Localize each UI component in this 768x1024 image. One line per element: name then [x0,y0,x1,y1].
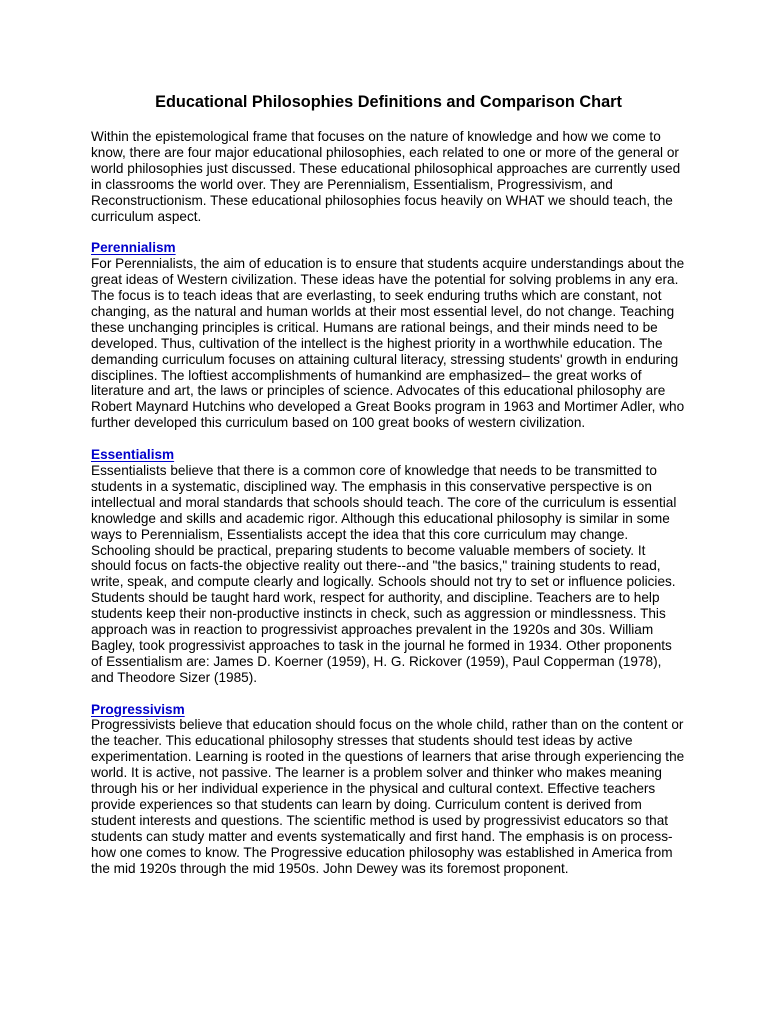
document-title: Educational Philosophies Definitions and Comparison Chart [155,93,622,111]
progressivism-body: Progressivists believe that education should focus on the whole child, rather than on the content or the teacher. This educational philosophy stresses that students should test ideas by active experimentation. Learning is rooted in the questions of learners that arise through experiencing the world. It is active, not passive. The learner is a problem solver and thinker who makes meaning through his or her individual experience in the physical and cultural context. Effective teachers provide experiences so that students can learn by doing. Curriculum content is derived from student interests and questions. The scientific method is used by progressivist educators so that students can study matter and events systematically and first hand. The emphasis is on process-how one comes to know. The Progressive education philosophy was established in America from the mid 1920s through the mid 1950s. John Dewey was its foremost proponent. [91,717,685,876]
section-essentialism [91,447,686,686]
essentialism-body: Essentialists believe that there is a common core of knowledge that needs to be transmitted to students in a systematic, disciplined way. The emphasis in this conservative perspective is on intellectual and moral standards that schools should teach. The core of the curriculum is essential knowledge and skills and academic rigor. Although this educational philosophy is similar in some ways to Perennialism, Essentialists accept the idea that this core curriculum may change. Schooling should be practical, preparing students to become valuable members of society. It should focus on facts-the objective reality out there--and "the basics," training students to read, write, speak, and compute clearly and logically. Schools should not try to set or influence policies. Students should be taught hard work, respect for authority, and discipline. Teachers are to help students keep their non-productive instincts in check, such as aggression or mindlessness. This approach was in reaction to progressivist approaches prevalent in the 1920s and 30s. William Bagley, took progressivist approaches to task in the journal he formed in 1934. Other proponents of Essentialism are: James D. Koerner (1959), H. G. Rickover (1959), Paul Copperman (1978), and Theodore Sizer (1985). [91,463,677,685]
perennialism-heading-link[interactable]: Perennialism [91,240,176,256]
perennialism-body: For Perennialists, the aim of education is to ensure that students acquire understandings about the great ideas of Western civilization. These ideas have the potential for solving problems in any era. The focus is to teach ideas that are everlasting, to seek enduring truths which are constant, not changing, as the natural and human worlds at their most essential level, do not change. Teaching these unchanging principles is critical. Humans are rational beings, and their minds need to be developed. Thus, cultivation of the intellect is the highest priority in a worthwhile education. The demanding curriculum focuses on attaining cultural literacy, stressing students' growth in enduring disciplines. The loftiest accomplishments of humankind are emphasized– the great works of literature and art, the laws or principles of science. Advocates of this educational philosophy are Robert Maynard Hutchins who developed a Great Books program in 1963 and Mortimer Adler, who further developed this curriculum based on 100 great books of western civilization. [91,256,685,431]
essentialism-heading-link[interactable]: Essentialism [91,447,175,463]
section-progressivism [91,702,686,877]
section-perennialism [91,240,686,431]
intro-paragraph: Within the epistemological frame that focuses on the nature of knowledge and how we come to know, there are four major educational philosophies, each related to one or more of the general or world philosophies just discussed. These educational philosophical approaches are currently used in classrooms the world over. They are Perennialism, Essentialism, Progressivism, and Reconstructionism. These educational philosophies focus heavily on WHAT we should teach, the curriculum aspect. [91,129,681,224]
progressivism-heading-link[interactable]: Progressivism [91,701,185,717]
